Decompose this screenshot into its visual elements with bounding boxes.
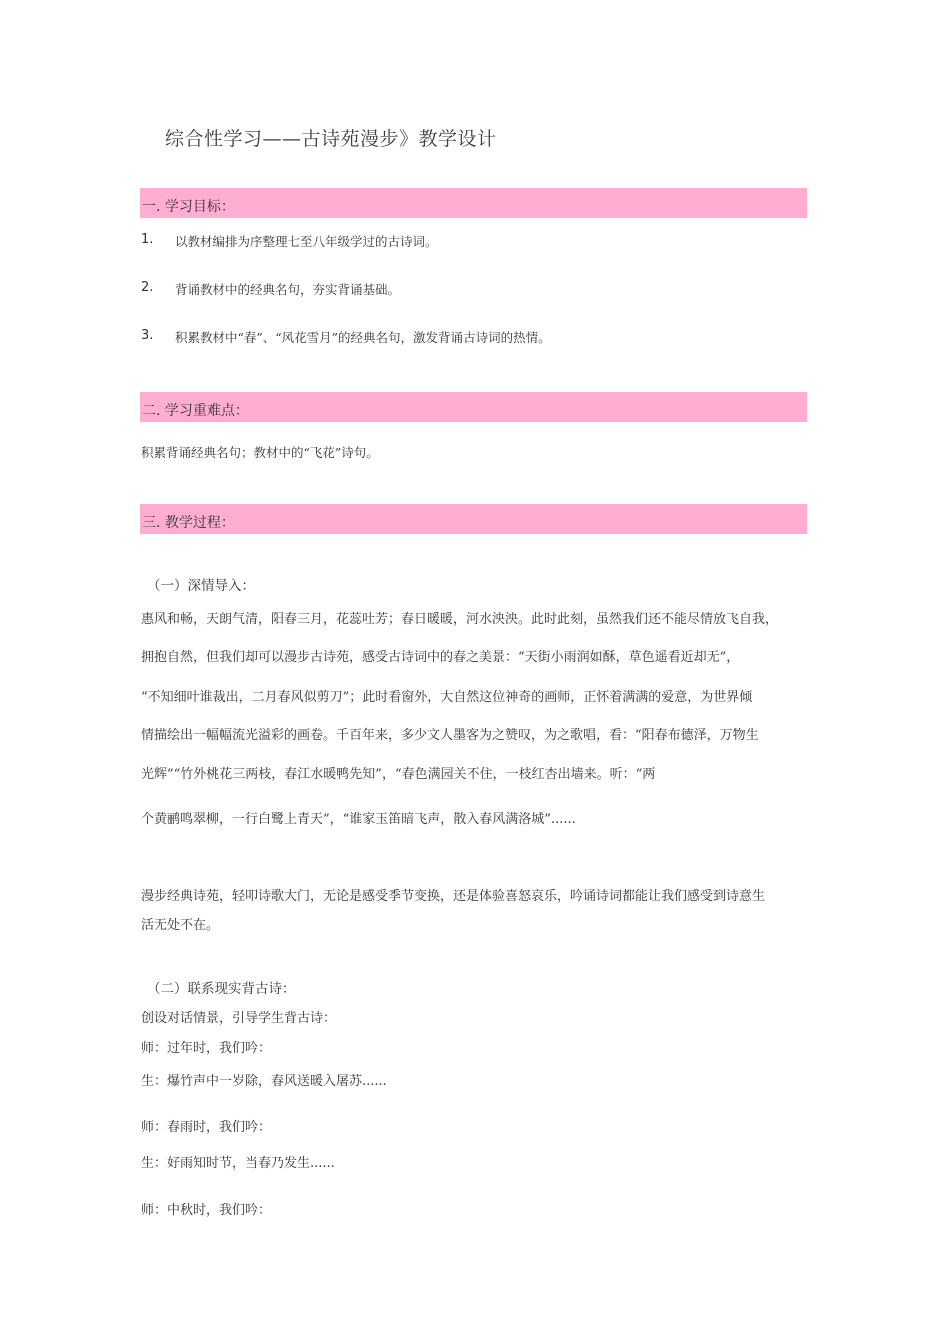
difficulty-text: 积累背诵经典名句；教材中的“飞花”诗句。 (141, 445, 379, 460)
goal-number: 3. (141, 328, 154, 343)
paragraph-line: 漫步经典诗苑，轻叩诗歌大门，无论是感受季节变换，还是体验喜怒哀乐，吟诵诗词都能让我们感受到诗意生 (141, 889, 766, 904)
subsection-heading: （一）深情导入： (147, 578, 255, 594)
section-header-process (140, 504, 807, 534)
section-label: 三. 教学过程： (142, 515, 235, 531)
paragraph-line: 光辉”“竹外桃花三两枝，春江水暖鸭先知”，“春色满园关不住，一枝红杏出墙来。听：“两 (141, 767, 656, 782)
paragraph-line: 创设对话情景，引导学生背古诗： (141, 1011, 337, 1026)
paragraph-line: 拥抱自然，但我们却可以漫步古诗苑，感受古诗词中的春之美景：“天街小雨润如酥，草色遥看近却无”， (141, 650, 740, 665)
goal-text: 积累教材中“春”、“风花雪月”的经典名句，激发背诵古诗词的热情。 (175, 330, 551, 345)
goal-number: 1. (141, 232, 154, 247)
paragraph-line: 个黄鹂鸣翠柳，一行白鹭上青天”，“谁家玉笛暗飞声，散入春风满洛城”...... (141, 812, 576, 827)
section-label: 一. 学习目标： (142, 199, 235, 215)
section-label: 二. 学习重难点： (142, 403, 249, 419)
paragraph-line: 惠风和畅，天朗气清，阳春三月，花蕊吐芳；春日暖暖，河水泱泱。此时此刻，虽然我们还不能尽情放飞自我， (141, 612, 779, 627)
section-header-difficulty (140, 392, 807, 422)
subsection-heading: （二）联系现实背古诗： (147, 981, 296, 997)
dialogue-line: 师：过年时，我们吟： (141, 1041, 272, 1056)
dialogue-line: 生：好雨知时节，当春乃发生...... (141, 1156, 335, 1171)
document-title: 综合性学习——古诗苑漫步》教学设计 (165, 128, 497, 150)
goal-text: 以教材编排为序整理七至八年级学过的古诗词。 (175, 234, 438, 249)
paragraph-line: 情描绘出一幅幅流光溢彩的画卷。千百年来，多少文人墨客为之赞叹，为之歌唱，看：“阳春布德泽，万物生 (141, 728, 759, 743)
dialogue-line: 生：爆竹声中一岁除，春风送暖入屠苏...... (141, 1074, 387, 1089)
paragraph-line: “不知细叶谁裁出，二月春风似剪刀”；此时看窗外，大自然这位神奇的画师，正怀着满满的爱意，为世界倾 (141, 690, 753, 705)
paragraph-line: 活无处不在。 (141, 918, 220, 933)
dialogue-line: 师：中秋时，我们吟： (141, 1203, 272, 1218)
goal-text: 背诵教材中的经典名句，夯实背诵基础。 (175, 282, 401, 297)
goal-number: 2. (141, 280, 154, 295)
dialogue-line: 师：春雨时，我们吟： (141, 1120, 272, 1135)
section-header-goals (140, 188, 807, 218)
